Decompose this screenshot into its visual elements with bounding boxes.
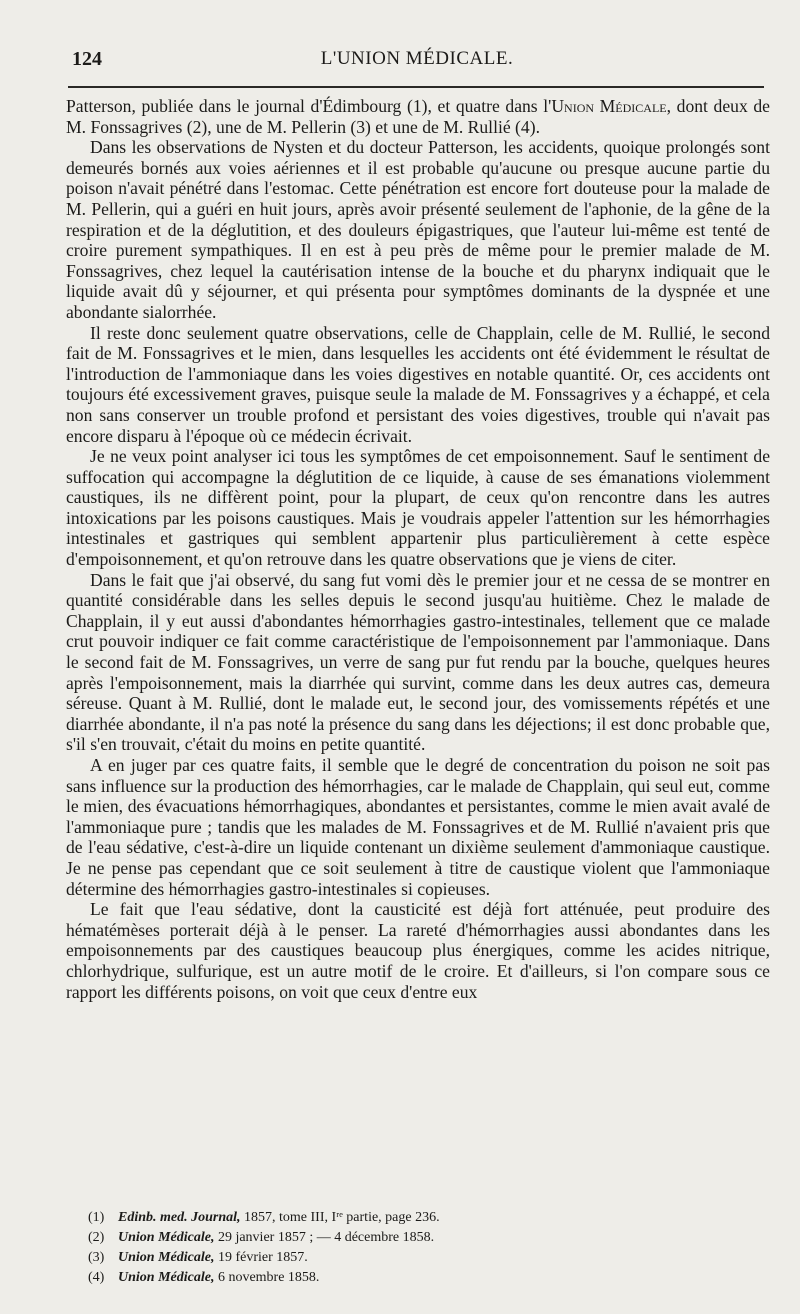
footnote-source: Union Médicale, (118, 1250, 215, 1265)
footnote-detail: 29 janvier 1857 ; — 4 décembre 1858. (214, 1230, 435, 1245)
paragraph (66, 899, 770, 1002)
paragraph (66, 323, 770, 447)
footnote-source: Edinb. med. Journal, (118, 1210, 241, 1225)
paragraph-text: Patterson, publiée dans le journal d'Édimbourg (1), et quatre dans l' (66, 96, 552, 116)
footnote-detail: 1857, tome III, Iʳᵉ partie, page 236. (240, 1210, 440, 1225)
footnote-detail: 19 février 1857. (214, 1250, 308, 1265)
paragraph (66, 137, 770, 322)
paragraph (66, 755, 770, 899)
footnote (88, 1228, 748, 1248)
footnote (88, 1208, 748, 1228)
paragraph-text: , dont deux de M. Fonssagrives (2), une de M. Pellerin (3) et une de M. Rullié (4). (66, 96, 770, 137)
footnote-number: (3) (88, 1250, 105, 1265)
paragraph-text: Il reste donc seulement quatre observations, celle de Chapplain, celle de M. Rullié, le second fait de M. Fonssagrives et le mien, dans lesquelles les accidents ont été évidemment le résultat de l'introduction de l'ammoniaque dans les voies digestives en notable quantité. Or, ces accidents ont toujours été excessivement graves, puisque seule la malade de M. Fonssagrives y a échappé, et cela non sans conserver un trouble profond et persistant des voies digestives, trouble qui n'avait pas encore disparu à l'époque où ce médecin écrivait. (66, 322, 770, 446)
body-text (66, 96, 770, 1002)
page-header (72, 46, 762, 82)
running-title: L'UNION MÉDICALE. (320, 48, 514, 69)
footnote (88, 1268, 748, 1288)
paragraph (66, 96, 770, 137)
paragraph-text: A en juger par ces quatre faits, il semble que le degré de concentration du poison ne soit pas sans influence sur la production des hémorrhagies, car le malade de Chapplain, qui seul eut, comme le mien, des évacuations hémorrhagiques, abondantes et persistantes, comme le mien avait avalé de l'ammoniaque pure ; tandis que les malades de M. Fonssagrives et de M. Rullié n'avaient pris que de l'eau sédative, c'est-à-dire un liquide contenant un dixième seulement d'ammoniaque caustique. Je ne pense pas cependant que ce soit seulement à titre de caustique violent que l'ammoniaque détermine des hémorrhagies gastro-intestinales si copieuses. (66, 755, 770, 899)
footnote-source: Union Médicale, (118, 1270, 215, 1285)
page-number: 124 (72, 48, 102, 70)
paragraph (66, 570, 770, 755)
footnote-number: (1) (88, 1210, 105, 1225)
footnote-number: (2) (88, 1230, 105, 1245)
paragraph-text: Dans les observations de Nysten et du docteur Patterson, les accidents, quoique prolongés sont demeurés bornés aux voies aériennes et il est probable qu'aucune ou presque aucune partie du poison n'avait pénétré dans l'estomac. Cette pénétration est encore fort douteuse pour la malade de M. Pellerin, qui a guéri en huit jours, après avoir présenté seulement de l'aphonie, de la gêne de la respiration et de la déglutition, et des douleurs épigastriques, que l'auteur lui-même est tenté de croire purement sympathiques. Il en est à peu près de même pour le premier malade de M. Fonssagrives, chez lequel la cautérisation intense de la bouche et du pharynx indiquait que le liquide avait dû y séjourner, et qui présenta pour symptômes dominants de la dyspnée et une abondante sialorrhée. (66, 137, 770, 322)
paragraph-text: Le fait que l'eau sédative, dont la causticité est déjà fort atténuée, peut produire des hématémèses porterait déjà à le penser. La rareté d'hémorrhagies aussi abondantes dans les empoisonnements par des caustiques beaucoup plus énergiques, comme les acides nitrique, chlorhydrique, sulfurique, est un autre motif de le croire. Et d'ailleurs, si l'on compare sous ce rapport les différents poisons, on voit que ceux d'entre eux (66, 899, 770, 1002)
footnote-number: (4) (88, 1270, 105, 1285)
footnotes (88, 1208, 748, 1288)
footnote-detail: 6 novembre 1858. (214, 1270, 320, 1285)
paragraph-text: Dans le fait que j'ai observé, du sang fut vomi dès le premier jour et ne cessa de se montrer en quantité considérable dans les selles depuis le second jusqu'au huitième. Chez le malade de Chapplain, il y eut aussi d'abondantes hémorrhagies gastro-intestinales, tellement que ce malade crut pouvoir indiquer ce fait comme caractéristique de l'empoisonnement par l'ammoniaque. Dans le second fait de M. Fonssagrives, un verre de sang pur fut rendu par la bouche, quelques heures après l'empoisonnement, mais la diarrhée qui survint, comme dans les deux autres cas, demeura séreuse. Quant à M. Rullié, dont le malade eut, le second jour, des vomissements répétés et une diarrhée abondante, il n'a pas noté la présence du sang dans les déjections; il est donc probable que, s'il s'en trouvait, c'était du moins en petite quantité. (66, 569, 770, 755)
footnote (88, 1248, 748, 1268)
footnote-source: Union Médicale, (118, 1230, 215, 1245)
paragraph (66, 446, 770, 570)
header-rule (68, 86, 764, 88)
paragraph-text: Je ne veux point analyser ici tous les symptômes de cet empoisonnement. Sauf le sentiment de suffocation qui accompagne la déglutition de ce liquide, à cause de ses émanations violemment caustiques, ils ne diffèrent point, pour la plupart, de ceux qu'on rencontre dans les autres intoxications par les poisons caustiques. Mais je voudrais appeler l'attention sur les hémorrhagies intestinales et gastriques qui semblent appartenir plus particulièrement à cette espèce d'empoisonnement, et qu'on retrouve dans les quatre observations que je viens de citer. (66, 446, 770, 570)
journal-name: Union Médicale (551, 96, 667, 116)
